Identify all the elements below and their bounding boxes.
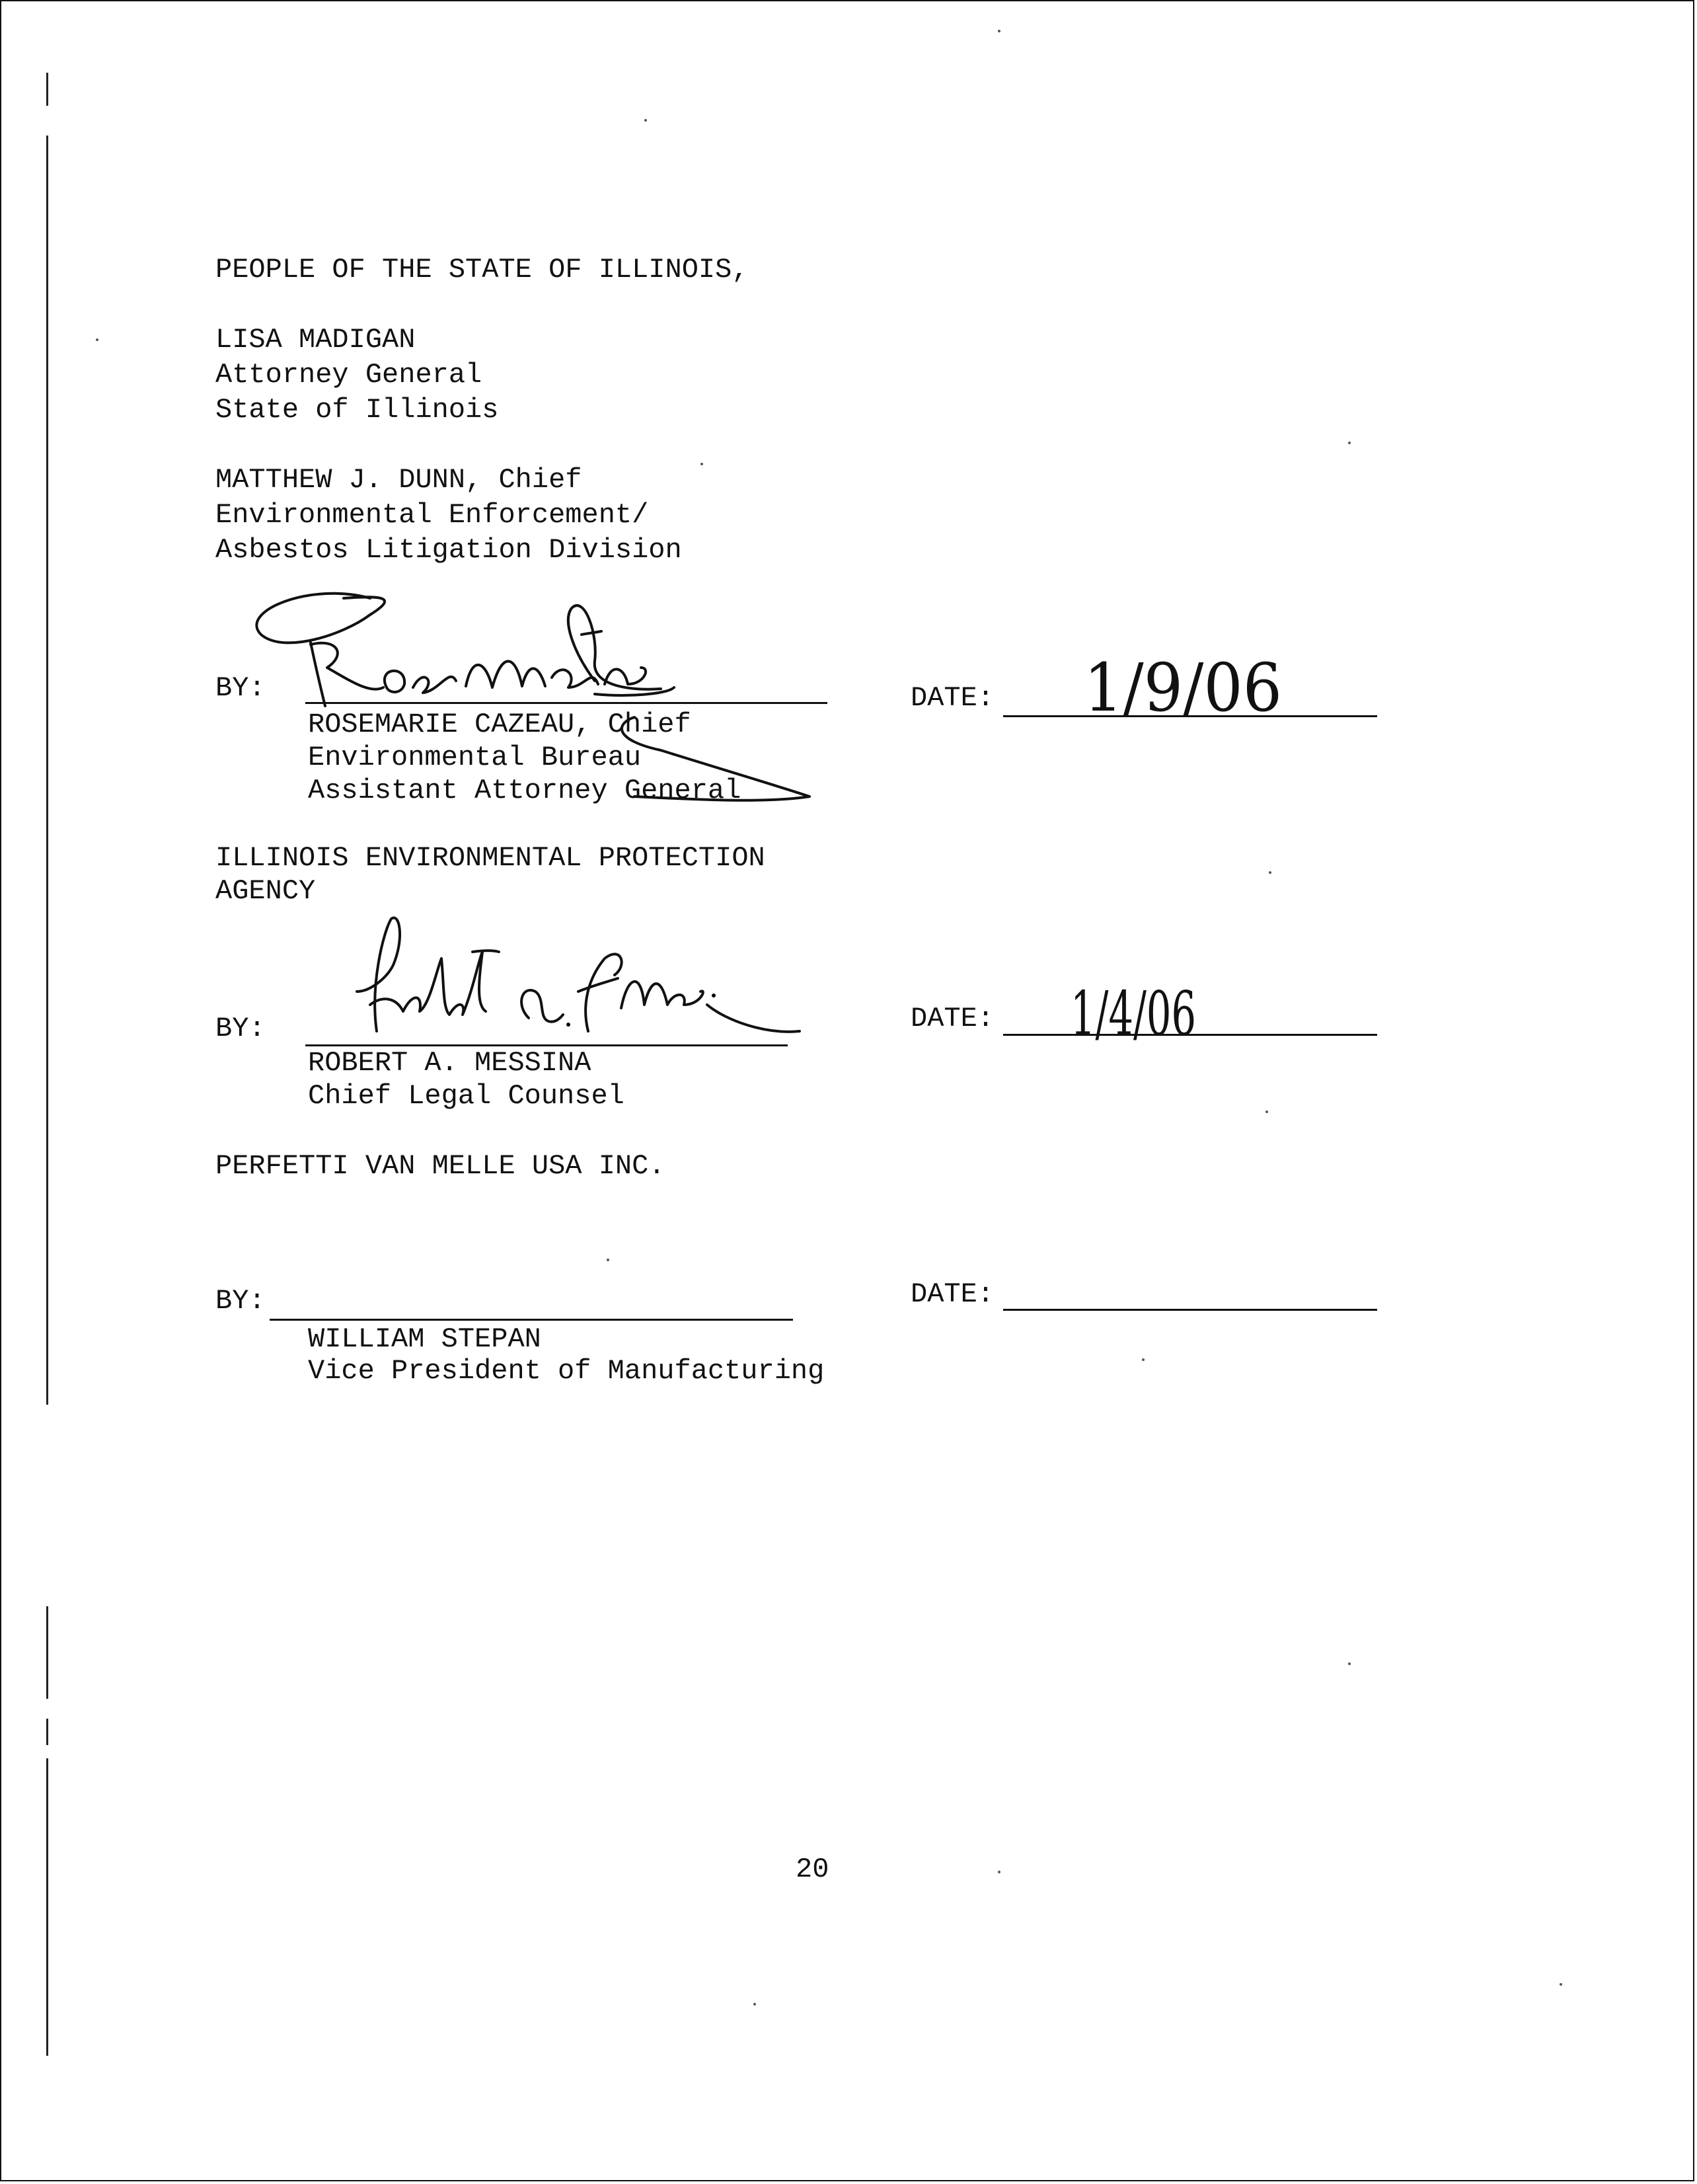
division-chief-dept-1: Environmental Enforcement/ xyxy=(215,499,649,531)
scan-speck xyxy=(700,463,703,465)
margin-mark xyxy=(46,73,48,106)
sig3-by-label: BY: xyxy=(215,1285,266,1317)
scan-speck xyxy=(1265,1111,1268,1113)
attorney-general-title: Attorney General xyxy=(215,359,482,391)
sig2-date-label: DATE: xyxy=(911,1003,995,1034)
scan-speck xyxy=(644,119,647,122)
division-chief-name: MATTHEW J. DUNN, Chief xyxy=(215,464,582,496)
page-number: 20 xyxy=(796,1853,829,1885)
sig3-date-label: DATE: xyxy=(911,1278,995,1310)
sig3-name: WILLIAM STEPAN xyxy=(308,1323,541,1355)
scan-speck xyxy=(96,338,98,341)
scan-speck xyxy=(1348,1662,1351,1665)
sig1-date-label: DATE: xyxy=(911,682,995,714)
margin-mark xyxy=(46,1758,48,2056)
scan-speck xyxy=(1348,442,1351,444)
margin-mark xyxy=(46,1719,48,1745)
sig3-date-line[interactable] xyxy=(1003,1309,1377,1311)
sig1-name: ROSEMARIE CAZEAU, Chief xyxy=(308,709,691,740)
party-line: PEOPLE OF THE STATE OF ILLINOIS, xyxy=(215,254,749,286)
sig2-name: ROBERT A. MESSINA xyxy=(308,1047,591,1079)
sig2-handwritten-date: 1/4/06 xyxy=(1071,978,1196,1049)
sig1-handwritten-date: 1/9/06 xyxy=(1084,649,1282,726)
sig1-by-label: BY: xyxy=(215,672,266,704)
attorney-general-jurisdiction: State of Illinois xyxy=(215,394,499,426)
scan-speck xyxy=(753,2003,756,2006)
company-name: PERFETTI VAN MELLE USA INC. xyxy=(215,1150,665,1182)
sig2-date-line xyxy=(1003,1034,1377,1036)
sig1-dept: Environmental Bureau xyxy=(308,742,642,773)
scan-speck xyxy=(607,1259,609,1261)
scan-speck xyxy=(998,1871,1000,1873)
scan-speck xyxy=(998,30,1000,32)
sig3-title: Vice President of Manufacturing xyxy=(308,1355,825,1387)
sig1-title: Assistant Attorney General xyxy=(308,775,741,806)
scan-speck xyxy=(1269,871,1271,874)
margin-mark xyxy=(46,136,48,1405)
division-chief-dept-2: Asbestos Litigation Division xyxy=(215,534,682,566)
attorney-general-name: LISA MADIGAN xyxy=(215,324,416,356)
sig2-by-label: BY: xyxy=(215,1013,266,1044)
margin-mark xyxy=(46,1606,48,1699)
sig1-signature-line xyxy=(305,702,827,704)
scan-speck xyxy=(1142,1358,1145,1361)
sig3-signature-line[interactable] xyxy=(270,1319,793,1321)
agency-line-2: AGENCY xyxy=(215,875,316,907)
agency-line-1: ILLINOIS ENVIRONMENTAL PROTECTION xyxy=(215,842,765,874)
sig2-title: Chief Legal Counsel xyxy=(308,1080,624,1112)
sig1-date-line xyxy=(1003,715,1377,717)
scan-speck xyxy=(1560,1983,1562,1986)
